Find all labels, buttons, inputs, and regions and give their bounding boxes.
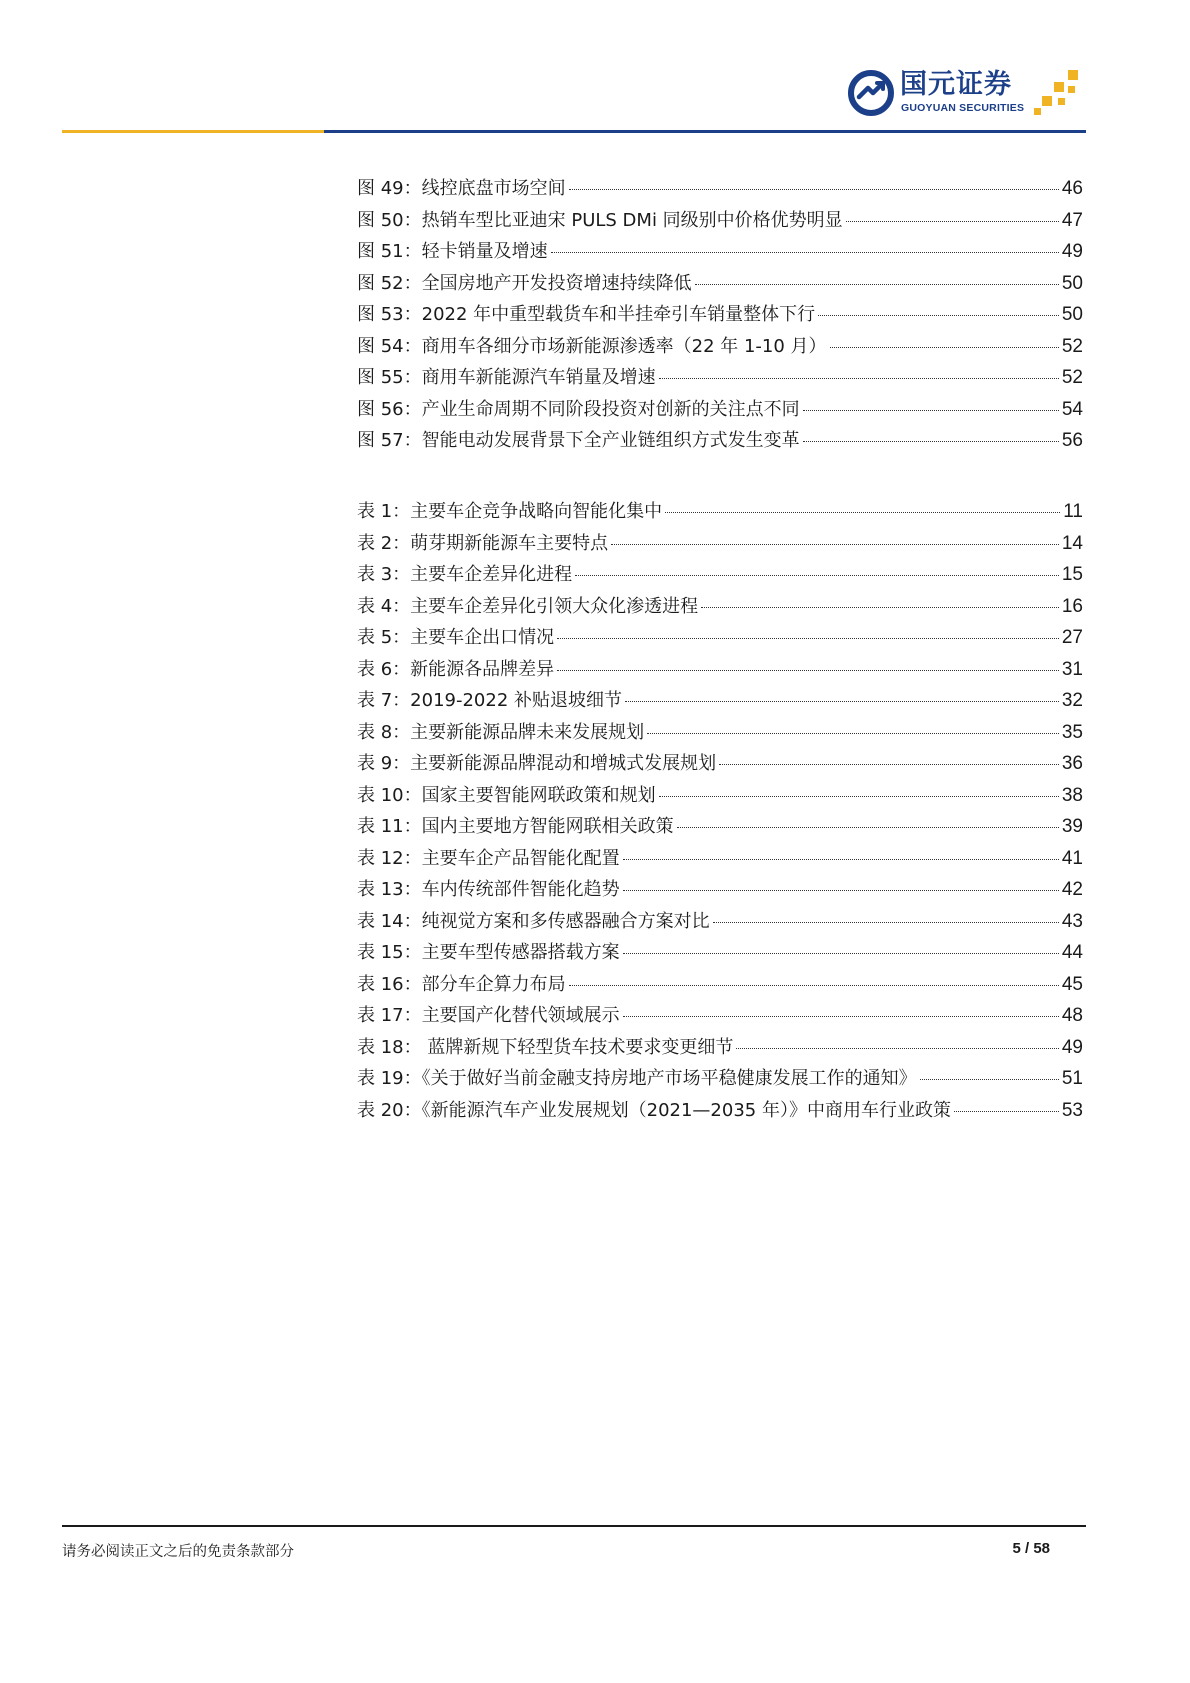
figure-toc-entry[interactable] bbox=[357, 205, 1083, 237]
footer-rule bbox=[62, 1525, 1086, 1527]
toc-page-number: 52 bbox=[1061, 367, 1083, 388]
toc-dot-leader bbox=[557, 638, 1059, 639]
toc-dot-leader bbox=[623, 859, 1059, 860]
toc-page-number: 56 bbox=[1061, 430, 1083, 451]
toc-entry-title: 表 5：主要车企出口情况 bbox=[357, 627, 555, 648]
toc-page-number: 50 bbox=[1061, 272, 1083, 294]
toc-page-number: 32 bbox=[1061, 690, 1083, 711]
gold-squares-icon bbox=[1034, 70, 1082, 116]
table-toc-entry[interactable] bbox=[357, 969, 1083, 1001]
toc-entry-title: 表 12：主要车企产品智能化配置 bbox=[357, 847, 620, 869]
toc-page-number: 48 bbox=[1061, 1005, 1083, 1026]
toc-entry-title: 图 52：全国房地产开发投资增速持续降低 bbox=[357, 272, 692, 294]
toc-page-number: 16 bbox=[1061, 595, 1083, 617]
figure-toc-entry[interactable] bbox=[357, 331, 1083, 363]
toc-entry-title: 图 53：2022 年中重型载货车和半挂牵引车销量整体下行 bbox=[357, 304, 816, 325]
toc-entry-title: 图 55：商用车新能源汽车销量及增速 bbox=[357, 367, 656, 388]
toc-dot-leader bbox=[701, 607, 1059, 608]
figure-toc-entry[interactable] bbox=[357, 268, 1083, 300]
toc-page-number: 11 bbox=[1063, 501, 1083, 522]
toc-page-number: 35 bbox=[1061, 721, 1083, 743]
company-logo bbox=[848, 68, 1088, 120]
toc-dot-leader bbox=[719, 764, 1059, 765]
table-toc-entry[interactable] bbox=[357, 780, 1083, 812]
table-toc-entry[interactable] bbox=[357, 1000, 1083, 1032]
figure-toc-entry[interactable] bbox=[357, 173, 1083, 205]
toc-page-number: 46 bbox=[1061, 178, 1083, 199]
toc-entry-title: 图 54：商用车各细分市场新能源渗透率（22 年 1-10 月） bbox=[357, 335, 827, 357]
toc-entry-title: 表 14：纯视觉方案和多传感器融合方案对比 bbox=[357, 910, 710, 932]
logo-english-name: GUOYUAN SECURITIES bbox=[901, 102, 1025, 114]
figure-toc-entry[interactable] bbox=[357, 362, 1083, 394]
toc-entry-title: 图 57：智能电动发展背景下全产业链组织方式发生变革 bbox=[357, 430, 800, 451]
toc-entry-title: 图 50：热销车型比亚迪宋 PULS DMi 同级别中价格优势明显 bbox=[357, 209, 843, 231]
toc-dot-leader bbox=[803, 441, 1059, 442]
toc-page-number: 51 bbox=[1061, 1068, 1083, 1089]
table-toc-entry[interactable] bbox=[357, 811, 1083, 843]
toc-entry-title: 表 6：新能源各品牌差异 bbox=[357, 658, 555, 680]
toc-page-number: 36 bbox=[1061, 753, 1083, 774]
toc-dot-leader bbox=[920, 1079, 1059, 1080]
toc-dot-leader bbox=[611, 544, 1059, 545]
table-toc-entry[interactable] bbox=[357, 496, 1083, 528]
toc-entry-title: 表 19：《关于做好当前金融支持房地产市场平稳健康发展工作的通知》 bbox=[357, 1068, 917, 1089]
toc-entry-title: 表 11：国内主要地方智能网联相关政策 bbox=[357, 816, 674, 837]
toc-entry-title: 表 18： 蓝牌新规下轻型货车技术要求变更细节 bbox=[357, 1036, 734, 1058]
table-toc-entry[interactable] bbox=[357, 937, 1083, 969]
table-toc-entry[interactable] bbox=[357, 654, 1083, 686]
toc-entry-title: 表 4：主要车企差异化引领大众化渗透进程 bbox=[357, 595, 699, 617]
toc-dot-leader bbox=[736, 1048, 1059, 1049]
table-toc-entry[interactable] bbox=[357, 874, 1083, 906]
toc-page-number: 38 bbox=[1061, 784, 1083, 806]
page-indicator: 5 / 58 bbox=[1012, 1540, 1050, 1557]
toc-entry-title: 图 49：线控底盘市场空间 bbox=[357, 178, 566, 199]
toc-dot-leader bbox=[659, 796, 1059, 797]
toc-page-number: 49 bbox=[1061, 1036, 1083, 1058]
toc-page-number: 53 bbox=[1061, 1099, 1083, 1121]
toc-dot-leader bbox=[695, 284, 1059, 285]
table-toc-entry[interactable] bbox=[357, 591, 1083, 623]
toc-page-number: 49 bbox=[1061, 241, 1083, 262]
toc-dot-leader bbox=[575, 575, 1059, 576]
toc-entry-title: 表 3：主要车企差异化进程 bbox=[357, 564, 573, 585]
toc-entry-title: 表 17：主要国产化替代领域展示 bbox=[357, 1005, 620, 1026]
toc-page-number: 15 bbox=[1061, 564, 1083, 585]
figure-list bbox=[357, 173, 1083, 457]
toc-dot-leader bbox=[659, 378, 1059, 379]
toc-dot-leader bbox=[551, 252, 1059, 253]
toc-dot-leader bbox=[803, 410, 1059, 411]
toc-entry-title: 表 13：车内传统部件智能化趋势 bbox=[357, 879, 620, 900]
toc-dot-leader bbox=[665, 512, 1060, 513]
toc-dot-leader bbox=[623, 890, 1059, 891]
toc-entry-title: 表 10：国家主要智能网联政策和规划 bbox=[357, 784, 656, 806]
table-toc-entry[interactable] bbox=[357, 1063, 1083, 1095]
table-toc-entry[interactable] bbox=[357, 622, 1083, 654]
table-toc-entry[interactable] bbox=[357, 685, 1083, 717]
toc-entry-title: 图 56：产业生命周期不同阶段投资对创新的关注点不同 bbox=[357, 398, 800, 420]
toc-page-number: 42 bbox=[1061, 879, 1083, 900]
table-toc-entry[interactable] bbox=[357, 717, 1083, 749]
toc-entry-title: 表 9：主要新能源品牌混动和增城式发展规划 bbox=[357, 753, 717, 774]
figure-toc-entry[interactable] bbox=[357, 394, 1083, 426]
toc-entry-title: 表 8：主要新能源品牌未来发展规划 bbox=[357, 721, 645, 743]
toc-entry-title: 表 15：主要车型传感器搭载方案 bbox=[357, 942, 620, 963]
toc-dot-leader bbox=[818, 315, 1059, 316]
footer-disclaimer: 请务必阅读正文之后的免责条款部分 bbox=[62, 1544, 294, 1560]
toc-page-number: 41 bbox=[1061, 847, 1083, 869]
toc-dot-leader bbox=[623, 1016, 1059, 1017]
header-rule-gold bbox=[62, 130, 324, 133]
toc-dot-leader bbox=[954, 1111, 1059, 1112]
table-toc-entry[interactable] bbox=[357, 559, 1083, 591]
toc-page-number: 50 bbox=[1061, 304, 1083, 325]
table-list bbox=[357, 496, 1083, 1126]
toc-dot-leader bbox=[569, 189, 1059, 190]
toc-entry-title: 表 1：主要车企竞争战略向智能化集中 bbox=[357, 501, 663, 522]
table-toc-entry[interactable] bbox=[357, 906, 1083, 938]
toc-dot-leader bbox=[625, 701, 1059, 702]
toc-page-number: 54 bbox=[1061, 398, 1083, 420]
header-rule-blue bbox=[324, 130, 1086, 133]
toc-dot-leader bbox=[846, 221, 1059, 222]
figure-toc-entry[interactable] bbox=[357, 236, 1083, 268]
toc-entry-title: 表 7：2019-2022 补贴退坡细节 bbox=[357, 690, 623, 711]
toc-entry-title: 表 20：《新能源汽车产业发展规划（2021—2035 年）》中商用车行业政策 bbox=[357, 1099, 951, 1121]
toc-dot-leader bbox=[830, 347, 1059, 348]
table-toc-entry[interactable] bbox=[357, 843, 1083, 875]
toc-page-number: 44 bbox=[1061, 942, 1083, 963]
toc-page-number: 14 bbox=[1061, 532, 1083, 554]
table-toc-entry[interactable] bbox=[357, 748, 1083, 780]
toc-dot-leader bbox=[623, 953, 1059, 954]
toc-page-number: 43 bbox=[1061, 910, 1083, 932]
figure-toc-entry[interactable] bbox=[357, 299, 1083, 331]
toc-page-number: 47 bbox=[1061, 209, 1083, 231]
toc-dot-leader bbox=[647, 733, 1059, 734]
toc-dot-leader bbox=[557, 670, 1059, 671]
toc-page-number: 39 bbox=[1061, 816, 1083, 837]
toc-dot-leader bbox=[713, 922, 1059, 923]
toc-page-number: 52 bbox=[1061, 335, 1083, 357]
toc-page-number: 31 bbox=[1061, 658, 1083, 680]
toc-page-number: 27 bbox=[1061, 627, 1083, 648]
toc-page-number: 45 bbox=[1061, 973, 1083, 995]
figure-toc-entry[interactable] bbox=[357, 425, 1083, 457]
toc-entry-title: 表 16：部分车企算力布局 bbox=[357, 973, 566, 995]
toc-dot-leader bbox=[677, 827, 1059, 828]
table-toc-entry[interactable] bbox=[357, 1095, 1083, 1127]
toc-dot-leader bbox=[569, 985, 1059, 986]
table-toc-entry[interactable] bbox=[357, 528, 1083, 560]
guoyuan-logo-icon bbox=[848, 70, 894, 116]
toc-entry-title: 图 51：轻卡销量及增速 bbox=[357, 241, 548, 262]
toc-entry-title: 表 2：萌芽期新能源车主要特点 bbox=[357, 532, 609, 554]
logo-chinese-name: 国元证券 bbox=[900, 69, 1012, 100]
table-toc-entry[interactable] bbox=[357, 1032, 1083, 1064]
